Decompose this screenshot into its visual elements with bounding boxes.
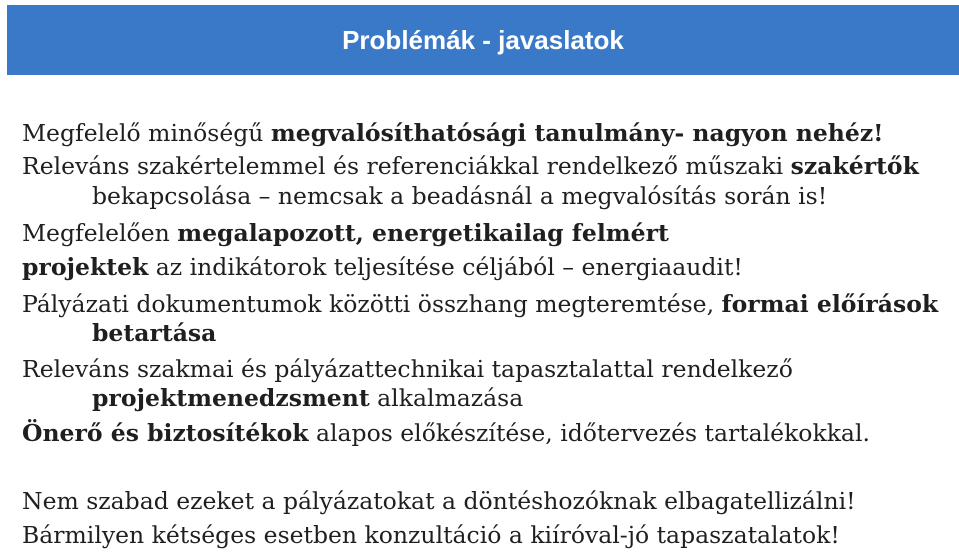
title-bar [7,5,959,75]
text-line-9 [92,383,523,413]
text-run: Megfelelően [22,219,178,247]
text-line-6 [22,289,938,319]
text-run: Megfelelő minőségű [22,119,271,147]
text-run: Pályázati dokumentumok közötti összhang megteremtése, [22,290,722,318]
text-run: Releváns szakmai és pályázattechnikai tapasztalattal rendelkező [22,355,793,383]
text-line-2 [22,151,919,181]
text-line-11 [22,486,856,516]
bold-run: megalapozott, energetikailag felmért [177,219,669,247]
text-run: Nem szabad ezeket a pályázatokat a döntéshozóknak elbagatellizálni! [22,487,856,515]
text-run: alapos előkészítése, időtervezés tartalékokkal. [308,419,870,447]
text-line-5 [22,252,743,282]
text-line-12 [22,520,840,550]
text-run: az indikátorok teljesítése céljából – energiaaudit! [148,253,743,281]
text-line-3 [92,181,827,211]
bold-run: projektmenedzsment [92,384,370,412]
text-line-10 [22,418,870,448]
slide-title: Problémák - javaslatok [342,25,624,55]
text-line-1 [22,118,883,148]
bold-run: formai előírások [721,290,939,318]
text-line-7 [92,318,216,348]
text-line-8 [22,354,793,384]
text-line-4 [22,218,669,248]
bold-run: megvalósíthatósági tanulmány- nagyon nehéz! [270,119,884,147]
bold-run: betartása [92,319,217,347]
bold-run: Önerő és biztosítékok [22,419,309,447]
text-run: Bármilyen kétséges esetben konzultáció a kiíróval-jó tapaszatalatok! [22,521,840,549]
bold-run: szakértők [790,152,919,180]
text-run: alkalmazása [369,384,524,412]
bold-run: projektek [22,253,149,281]
text-run: bekapcsolása – nemcsak a beadásnál a megvalósítás során is! [92,182,828,210]
text-run: Releváns szakértelemmel és referenciákkal rendelkező műszaki [22,152,791,180]
